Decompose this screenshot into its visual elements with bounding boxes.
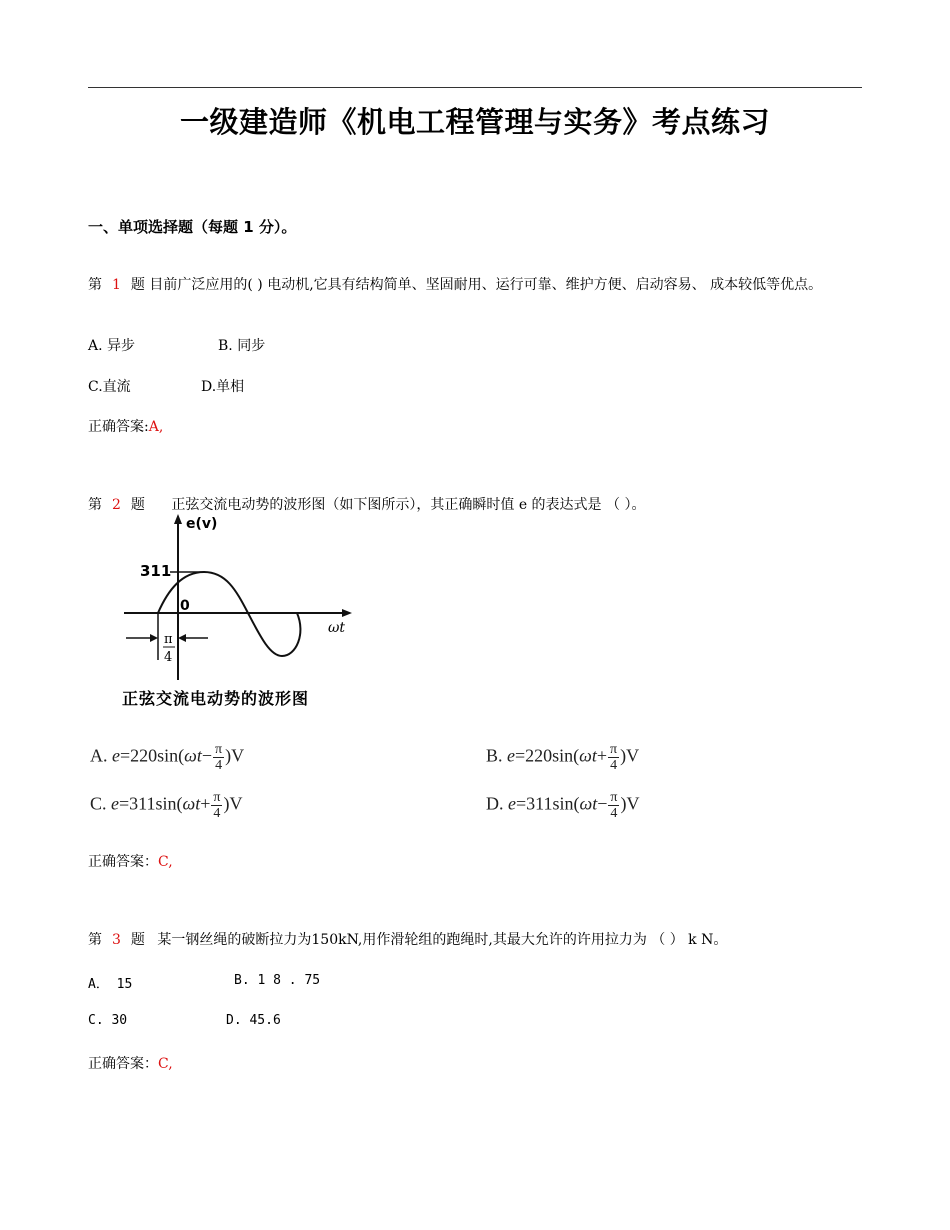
- answer-value: C,: [158, 1056, 173, 1072]
- answer-value: C,: [158, 854, 173, 870]
- answer-label: 正确答案:: [88, 419, 149, 435]
- section-heading: 一、单项选择题（每题 1 分）。: [88, 218, 297, 236]
- formula-coefficient: 311: [526, 793, 553, 814]
- question-1: [88, 276, 858, 295]
- question-number: 2: [112, 497, 121, 513]
- question-suffix: 题: [130, 277, 145, 293]
- formula-omega-t: ωt: [579, 745, 597, 766]
- arrow-right-head: [178, 634, 186, 642]
- answer-value: A,: [148, 419, 164, 435]
- question-prefix: 第: [88, 497, 102, 513]
- q3-option-c: C. 30: [88, 1013, 128, 1028]
- formula-omega-t: ωt: [579, 793, 598, 814]
- question-prefix: 第: [88, 932, 102, 948]
- formula-tail: )V: [223, 793, 243, 814]
- q1-option-c: C.直流: [88, 379, 131, 395]
- fraction-denominator: 4: [608, 805, 619, 821]
- fraction-denominator: 4: [213, 757, 224, 773]
- formula-tail: )V: [620, 745, 640, 766]
- question-text: 某一钢丝绳的破断拉力为150kN,用作滑轮组的跑绳时,其最大允许的许用拉力为 （ ） k N。: [157, 932, 728, 948]
- formula-fraction: [608, 790, 619, 821]
- formula-fraction: [608, 742, 619, 773]
- formula-sin: sin(: [157, 745, 185, 766]
- shift-numerator: π: [164, 632, 173, 647]
- x-axis-arrow: [342, 609, 352, 617]
- q2-option-b: [486, 742, 639, 773]
- formula-operator: +: [596, 745, 608, 766]
- origin-label: 0: [180, 598, 190, 614]
- formula-equals: =: [515, 745, 526, 766]
- question-suffix: 题: [130, 932, 145, 948]
- fraction-numerator: π: [213, 790, 221, 805]
- answer-label: 正确答案：: [88, 854, 158, 870]
- q2-option-d: [486, 790, 639, 821]
- formula-tail: )V: [225, 745, 245, 766]
- q1-option-d: D.单相: [201, 379, 245, 395]
- question-text: 正弦交流电动势的波形图（如下图所示），其正确瞬时值 e 的表达式是 （ ）。: [171, 497, 646, 513]
- option-letter: A.: [90, 745, 108, 766]
- q3-answer: [88, 1053, 173, 1073]
- question-3: [88, 931, 727, 950]
- formula-operator: −: [201, 745, 213, 766]
- formula-variable: e: [112, 745, 120, 766]
- q2-option-c: [90, 790, 242, 821]
- y-axis-label: e(v): [186, 516, 218, 532]
- q1-option-b: B. 同步: [218, 338, 266, 354]
- formula-omega-t: ωt: [184, 745, 202, 766]
- formula-coefficient: 311: [129, 793, 156, 814]
- header-rule: [88, 87, 862, 88]
- formula-variable: e: [111, 793, 120, 814]
- q2-answer: [88, 851, 173, 871]
- formula-coefficient: 220: [130, 745, 158, 766]
- x-axis-label: ωt: [328, 620, 346, 636]
- arrow-left-head: [150, 634, 158, 642]
- q1-option-a: A. 异步: [88, 338, 136, 354]
- fraction-numerator: π: [610, 742, 618, 757]
- page-title: 一级建造师《机电工程管理与实务》考点练习: [179, 105, 770, 139]
- q3-option-d: D. 45.6: [226, 1013, 281, 1028]
- formula-tail: )V: [620, 793, 640, 814]
- option-letter: B.: [486, 745, 503, 766]
- q1-answer: [88, 416, 163, 436]
- formula-equals: =: [516, 793, 527, 814]
- formula-equals: =: [120, 745, 131, 766]
- formula-sin: sin(: [552, 745, 580, 766]
- question-suffix: 题: [130, 497, 145, 513]
- question-text: 目前广泛应用的( ) 电动机,它具有结构简单、坚固耐用、运行可靠、维护方便、启动容易、 成本较低等优点。: [149, 277, 823, 293]
- peak-label: 311: [140, 562, 172, 580]
- option-letter: D.: [486, 793, 504, 814]
- y-axis-arrow: [174, 514, 182, 524]
- fraction-numerator: π: [610, 790, 618, 805]
- q2-option-a: [90, 742, 244, 773]
- formula-operator: +: [200, 793, 211, 814]
- formula-fraction: [213, 742, 224, 773]
- formula-variable: e: [507, 745, 516, 766]
- formula-coefficient: 220: [525, 745, 553, 766]
- question-number: 1: [112, 277, 121, 293]
- answer-label: 正确答案：: [88, 1056, 158, 1072]
- formula-fraction: [211, 790, 222, 821]
- formula-omega-t: ωt: [182, 793, 201, 814]
- question-number: 3: [112, 932, 121, 948]
- fraction-denominator: 4: [608, 757, 619, 773]
- formula-sin: sin(: [552, 793, 580, 814]
- q3-option-b: B. 1 8 . 75: [234, 973, 321, 988]
- formula-equals: =: [119, 793, 130, 814]
- figure-caption: 正弦交流电动势的波形图: [122, 689, 310, 708]
- formula-variable: e: [508, 793, 516, 814]
- question-prefix: 第: [88, 277, 102, 293]
- sine-wave-figure: [112, 510, 362, 710]
- formula-sin: sin(: [155, 793, 183, 814]
- fraction-numerator: π: [215, 742, 223, 757]
- shift-denominator: 4: [164, 650, 173, 665]
- q3-option-a: A． 15: [88, 977, 133, 992]
- option-letter: C.: [90, 793, 107, 814]
- fraction-denominator: 4: [211, 805, 222, 821]
- formula-operator: −: [597, 793, 608, 814]
